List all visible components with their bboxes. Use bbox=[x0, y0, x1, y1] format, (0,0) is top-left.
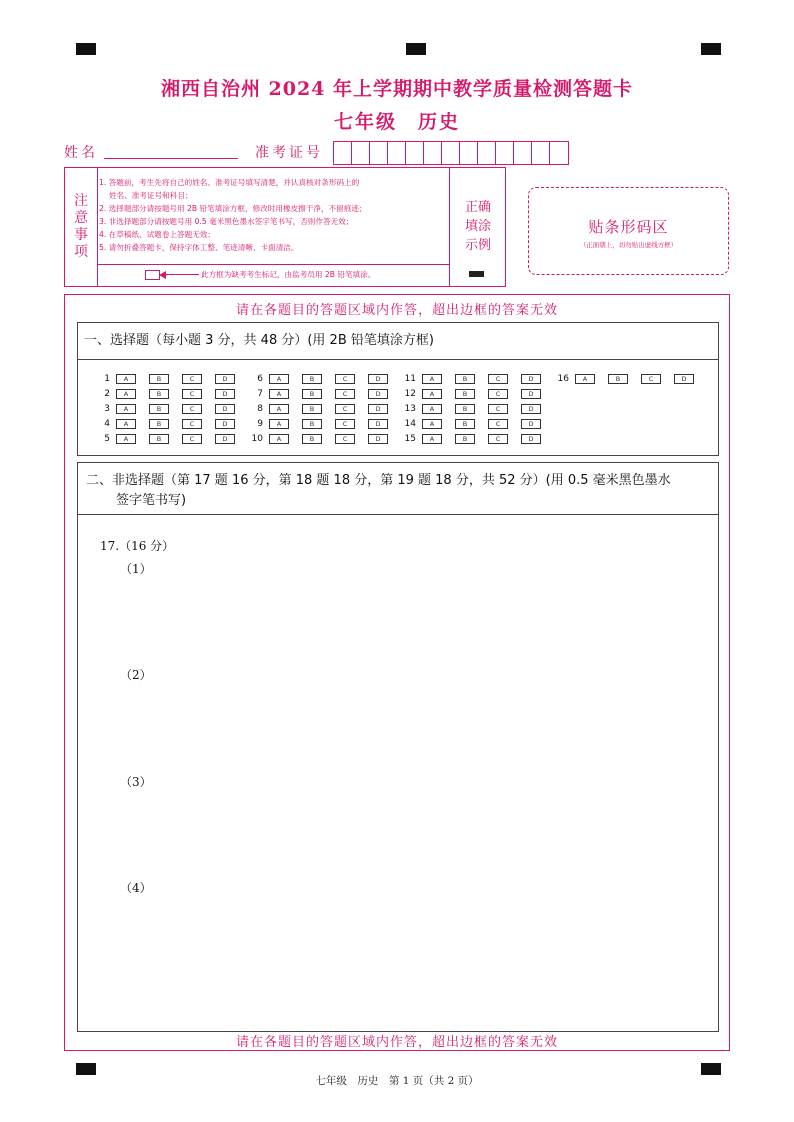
option-box-a[interactable]: A bbox=[269, 374, 289, 384]
section-choice bbox=[77, 322, 719, 456]
id-digit-box[interactable] bbox=[442, 142, 460, 164]
correct-fill-example bbox=[469, 271, 484, 277]
option-box-b[interactable]: B bbox=[302, 419, 322, 429]
choice-question-4 bbox=[96, 419, 248, 429]
correct-fill-label-line: 示例 bbox=[464, 238, 491, 253]
option-box-c[interactable]: C bbox=[182, 404, 202, 414]
choice-question-14 bbox=[402, 419, 554, 429]
id-digit-box[interactable] bbox=[388, 142, 406, 164]
question-number: 12 bbox=[404, 389, 416, 399]
option-box-b[interactable]: B bbox=[302, 404, 322, 414]
alignment-mark-top-center bbox=[406, 43, 426, 55]
option-box-c[interactable]: C bbox=[182, 419, 202, 429]
option-box-a[interactable]: A bbox=[116, 389, 136, 399]
divider bbox=[97, 264, 449, 265]
question-number: 8 bbox=[257, 404, 263, 414]
option-box-a[interactable]: A bbox=[116, 404, 136, 414]
section-non-choice-header-line2: 签字笔书写) bbox=[116, 493, 187, 508]
option-box-b[interactable]: B bbox=[455, 419, 475, 429]
choice-question-7 bbox=[249, 389, 401, 399]
choice-question-16 bbox=[555, 374, 707, 384]
question-number: 2 bbox=[104, 389, 110, 399]
option-box-b[interactable]: B bbox=[455, 374, 475, 384]
exam-id-boxes[interactable] bbox=[333, 141, 569, 165]
option-box-d[interactable]: D bbox=[215, 374, 235, 384]
option-box-d[interactable]: D bbox=[521, 389, 541, 399]
option-box-d[interactable]: D bbox=[368, 419, 388, 429]
option-box-b[interactable]: B bbox=[455, 434, 475, 444]
option-box-d[interactable]: D bbox=[368, 434, 388, 444]
option-box-a[interactable]: A bbox=[422, 419, 442, 429]
id-digit-box[interactable] bbox=[550, 142, 568, 164]
choice-question-13 bbox=[402, 404, 554, 414]
question-number: 7 bbox=[257, 389, 263, 399]
warning-top: 请在各题目的答题区域内作答，超出边框的答案无效 bbox=[235, 303, 558, 318]
option-box-a[interactable]: A bbox=[269, 434, 289, 444]
question-number: 14 bbox=[404, 419, 416, 429]
option-box-c[interactable]: C bbox=[488, 389, 508, 399]
option-box-c[interactable]: C bbox=[335, 389, 355, 399]
notice-rule: 5. 请勿折叠答题卡，保持字体工整、笔迹清晰、卡面清洁。 bbox=[99, 243, 299, 252]
notice-label-char: 项 bbox=[74, 244, 88, 260]
barcode-area bbox=[528, 187, 729, 275]
id-digit-box[interactable] bbox=[370, 142, 388, 164]
option-box-b[interactable]: B bbox=[149, 389, 169, 399]
option-box-a[interactable]: A bbox=[575, 374, 595, 384]
option-box-c[interactable]: C bbox=[182, 374, 202, 384]
id-digit-box[interactable] bbox=[478, 142, 496, 164]
option-box-a[interactable]: A bbox=[422, 404, 442, 414]
option-box-b[interactable]: B bbox=[302, 434, 322, 444]
name-label: 姓名 bbox=[64, 145, 98, 161]
question-number: 9 bbox=[257, 419, 263, 429]
choice-question-15 bbox=[402, 434, 554, 444]
notice-rule: 4. 在草稿纸、试题卷上答题无效； bbox=[99, 230, 215, 239]
option-box-d[interactable]: D bbox=[215, 404, 235, 414]
option-box-d[interactable]: D bbox=[215, 434, 235, 444]
option-box-b[interactable]: B bbox=[455, 389, 475, 399]
name-field[interactable] bbox=[104, 158, 238, 159]
option-box-a[interactable]: A bbox=[116, 434, 136, 444]
id-digit-box[interactable] bbox=[496, 142, 514, 164]
option-box-a[interactable]: A bbox=[422, 389, 442, 399]
option-box-d[interactable]: D bbox=[215, 389, 235, 399]
option-box-d[interactable]: D bbox=[521, 434, 541, 444]
option-box-c[interactable]: C bbox=[488, 374, 508, 384]
option-box-c[interactable]: C bbox=[641, 374, 661, 384]
section-non-choice bbox=[77, 462, 719, 1032]
id-digit-box[interactable] bbox=[514, 142, 532, 164]
id-digit-box[interactable] bbox=[532, 142, 550, 164]
option-box-d[interactable]: D bbox=[215, 419, 235, 429]
option-box-c[interactable]: C bbox=[182, 389, 202, 399]
id-digit-box[interactable] bbox=[460, 142, 478, 164]
barcode-title: 贴条形码区 bbox=[588, 218, 669, 236]
option-box-a[interactable]: A bbox=[269, 404, 289, 414]
option-box-b[interactable]: B bbox=[455, 404, 475, 414]
id-digit-box[interactable] bbox=[352, 142, 370, 164]
notice-label-char: 意 bbox=[74, 210, 88, 226]
divider bbox=[449, 168, 450, 286]
option-box-a[interactable]: A bbox=[422, 434, 442, 444]
option-box-b[interactable]: B bbox=[149, 404, 169, 414]
choice-question-8 bbox=[249, 404, 401, 414]
notice-rule: 1. 答题前，考生先将自己的姓名、准考证号填写清楚，并认真核对条形码上的 bbox=[99, 178, 360, 187]
option-box-d[interactable]: D bbox=[521, 374, 541, 384]
option-box-d[interactable]: D bbox=[521, 419, 541, 429]
arrow-left-icon bbox=[159, 271, 166, 279]
question-number: 3 bbox=[104, 404, 110, 414]
choice-question-12 bbox=[402, 389, 554, 399]
option-box-c[interactable]: C bbox=[488, 434, 508, 444]
choice-question-11 bbox=[402, 374, 554, 384]
answer-area bbox=[64, 294, 730, 1051]
subpart-3-label: （3） bbox=[120, 775, 152, 789]
option-box-c[interactable]: C bbox=[182, 434, 202, 444]
option-box-a[interactable]: A bbox=[422, 374, 442, 384]
alignment-mark-top-left bbox=[76, 43, 96, 55]
option-box-c[interactable]: C bbox=[335, 374, 355, 384]
option-box-b[interactable]: B bbox=[302, 374, 322, 384]
choice-question-9 bbox=[249, 419, 401, 429]
question-number: 16 bbox=[557, 374, 569, 384]
option-box-d[interactable]: D bbox=[521, 404, 541, 414]
option-box-b[interactable]: B bbox=[149, 434, 169, 444]
question-17-title: 17.（16 分） bbox=[100, 539, 175, 553]
notice-label bbox=[65, 168, 98, 286]
option-box-a[interactable]: A bbox=[269, 419, 289, 429]
option-box-d[interactable]: D bbox=[368, 389, 388, 399]
subpart-2-label: （2） bbox=[120, 668, 152, 682]
option-box-c[interactable]: C bbox=[488, 419, 508, 429]
barcode-note: （正面朝上，切勿贴出虚线方框） bbox=[579, 241, 678, 249]
page-subtitle: 七年级 历史 bbox=[333, 111, 460, 133]
page-title: 湘西自治州 2024 年上学期期中教学质量检测答题卡 bbox=[160, 78, 634, 100]
notice-rule: 姓名、准考证号和科目； bbox=[99, 191, 193, 200]
question-number: 13 bbox=[404, 404, 416, 414]
option-box-c[interactable]: C bbox=[488, 404, 508, 414]
question-number: 10 bbox=[251, 434, 263, 444]
notice-label-char: 事 bbox=[74, 227, 88, 243]
id-digit-box[interactable] bbox=[424, 142, 442, 164]
option-box-c[interactable]: C bbox=[335, 419, 355, 429]
absent-mark-box[interactable] bbox=[145, 270, 160, 280]
choice-question-3 bbox=[96, 404, 248, 414]
option-box-a[interactable]: A bbox=[269, 389, 289, 399]
question-number: 11 bbox=[404, 374, 416, 384]
notice-box bbox=[64, 167, 506, 287]
correct-fill-label-line: 填涂 bbox=[464, 219, 491, 234]
alignment-mark-top-right bbox=[701, 43, 721, 55]
arrow-line bbox=[161, 274, 199, 275]
question-number: 1 bbox=[104, 374, 110, 384]
correct-fill-label bbox=[451, 198, 505, 255]
notice-label-char: 注 bbox=[74, 193, 88, 209]
warning-bottom: 请在各题目的答题区域内作答，超出边框的答案无效 bbox=[235, 1035, 558, 1050]
option-box-a[interactable]: A bbox=[116, 374, 136, 384]
choice-question-6 bbox=[249, 374, 401, 384]
section-choice-header: 一、选择题（每小题 3 分，共 48 分）(用 2B 铅笔填涂方框) bbox=[78, 323, 718, 360]
option-box-b[interactable]: B bbox=[149, 419, 169, 429]
id-label: 准考证号 bbox=[255, 145, 323, 161]
absent-note: 此方框为缺考考生标记，由监考员用 2B 铅笔填涂。 bbox=[201, 270, 376, 279]
option-box-c[interactable]: C bbox=[335, 434, 355, 444]
option-box-d[interactable]: D bbox=[368, 404, 388, 414]
choice-question-10 bbox=[249, 434, 401, 444]
option-box-b[interactable]: B bbox=[302, 389, 322, 399]
option-box-c[interactable]: C bbox=[335, 404, 355, 414]
page-footer: 七年级 历史 第 1 页（共 2 页） bbox=[315, 1075, 479, 1087]
subpart-4-label: （4） bbox=[120, 881, 152, 895]
option-box-d[interactable]: D bbox=[674, 374, 694, 384]
correct-fill-label-line: 正确 bbox=[464, 200, 491, 215]
choice-question-1 bbox=[96, 374, 248, 384]
choice-question-5 bbox=[96, 434, 248, 444]
choice-question-2 bbox=[96, 389, 248, 399]
option-box-b[interactable]: B bbox=[608, 374, 628, 384]
notice-rules bbox=[99, 176, 451, 254]
section-non-choice-header bbox=[78, 463, 718, 515]
question-number: 15 bbox=[404, 434, 416, 444]
section-non-choice-header-line1: 二、非选择题（第 17 题 16 分，第 18 题 18 分，第 19 题 18 分，共 52 分）(用 0.5 毫米黑色墨水 bbox=[86, 473, 671, 488]
question-number: 4 bbox=[104, 419, 110, 429]
notice-rule: 3. 非选择题部分请按题号用 0.5 毫米黑色墨水签字笔书写，否则作答无效； bbox=[99, 217, 354, 226]
notice-rule: 2. 选择题部分请按题号用 2B 铅笔填涂方框，修改时用橡皮擦干净，不留痕迹； bbox=[99, 204, 367, 213]
option-box-b[interactable]: B bbox=[149, 374, 169, 384]
option-box-a[interactable]: A bbox=[116, 419, 136, 429]
question-number: 5 bbox=[104, 434, 110, 444]
option-box-d[interactable]: D bbox=[368, 374, 388, 384]
id-digit-box[interactable] bbox=[406, 142, 424, 164]
question-number: 6 bbox=[257, 374, 263, 384]
id-digit-box[interactable] bbox=[334, 142, 352, 164]
subpart-1-label: （1） bbox=[120, 562, 152, 576]
